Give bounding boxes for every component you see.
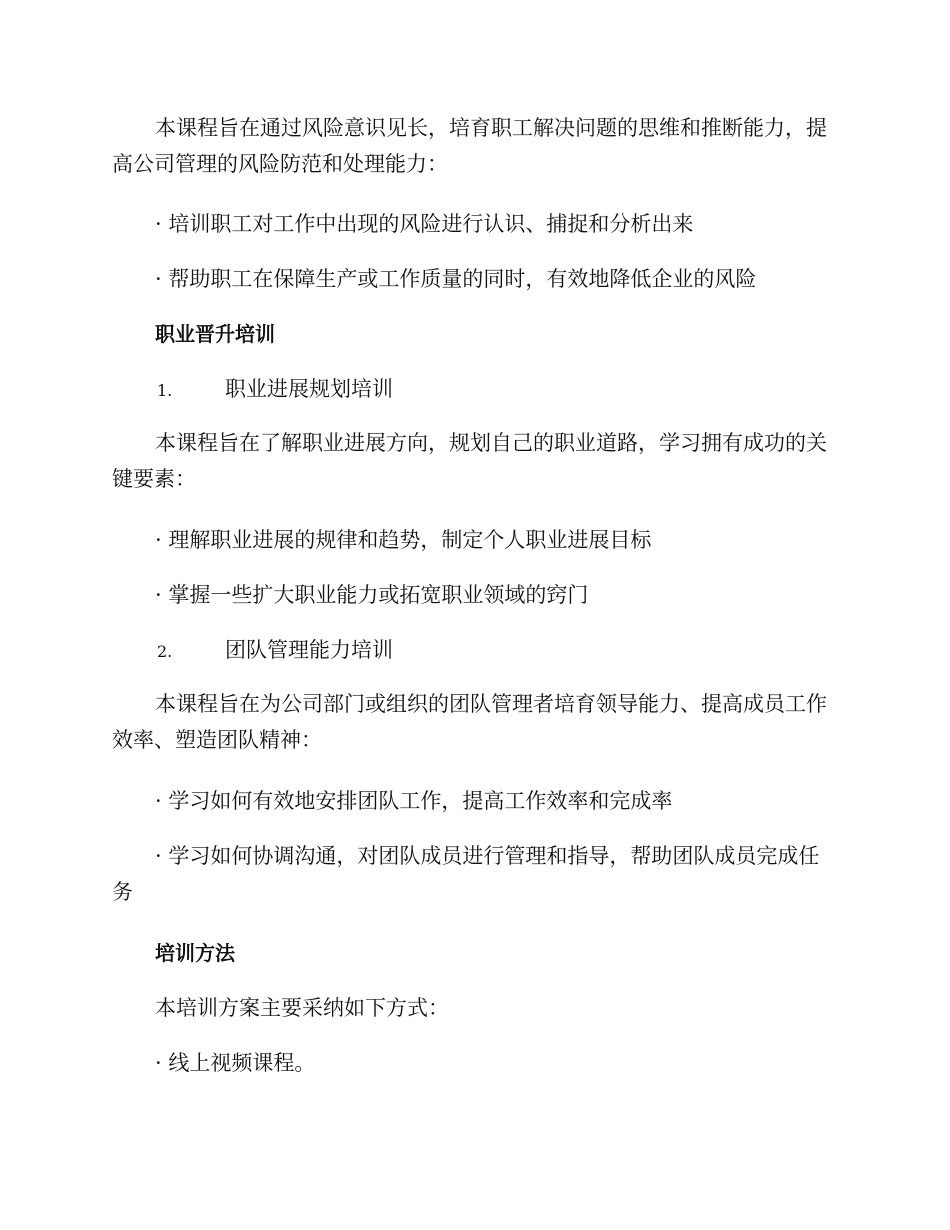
bullet-online-video: · 线上视频课程。	[155, 1051, 316, 1075]
list-item-text: 团队管理能力培训	[225, 638, 393, 662]
bullet-team-efficiency: · 学习如何有效地安排团队工作，提高工作效率和完成率	[155, 789, 673, 813]
bullet-team-coordination: · 学习如何协调沟通，对团队成员进行管理和指导，帮助团队成员完成任务	[112, 844, 820, 904]
bullet-career-tips: · 掌握一些扩大职业能力或拓宽职业领域的窍门	[155, 583, 589, 607]
paragraph-risk-course-intro: 本课程旨在通过风险意识见长，培育职工解决问题的思维和推断能力，提高公司管理的风险防范和处理能力：	[112, 116, 827, 176]
paragraph-team-course-intro: 本课程旨在为公司部门或组织的团队管理者培育领导能力、提高成员工作效率、塑造团队精神：	[112, 692, 827, 752]
list-item-text: 职业进展规划培训	[225, 377, 393, 401]
bullet-risk-reduce: · 帮助职工在保障生产或工作质量的同时，有效地降低企业的风险	[155, 267, 757, 291]
numbered-item-team-management	[157, 632, 837, 670]
list-number: 2.	[157, 642, 173, 661]
paragraph-methods-intro: 本培训方案主要采纳如下方式：	[155, 996, 449, 1020]
heading-career-promotion: 职业晋升培训	[155, 322, 275, 346]
bullet-risk-identify: · 培训职工对工作中出现的风险进行认识、捕捉和分析出来	[155, 212, 694, 236]
numbered-item-career-planning	[157, 371, 837, 409]
list-number: 1.	[157, 381, 173, 400]
paragraph-career-course-intro: 本课程旨在了解职业进展方向，规划自己的职业道路，学习拥有成功的关键要素：	[112, 431, 827, 491]
bullet-career-trends: · 理解职业进展的规律和趋势，制定个人职业进展目标	[155, 528, 652, 552]
heading-training-methods: 培训方法	[155, 941, 235, 965]
